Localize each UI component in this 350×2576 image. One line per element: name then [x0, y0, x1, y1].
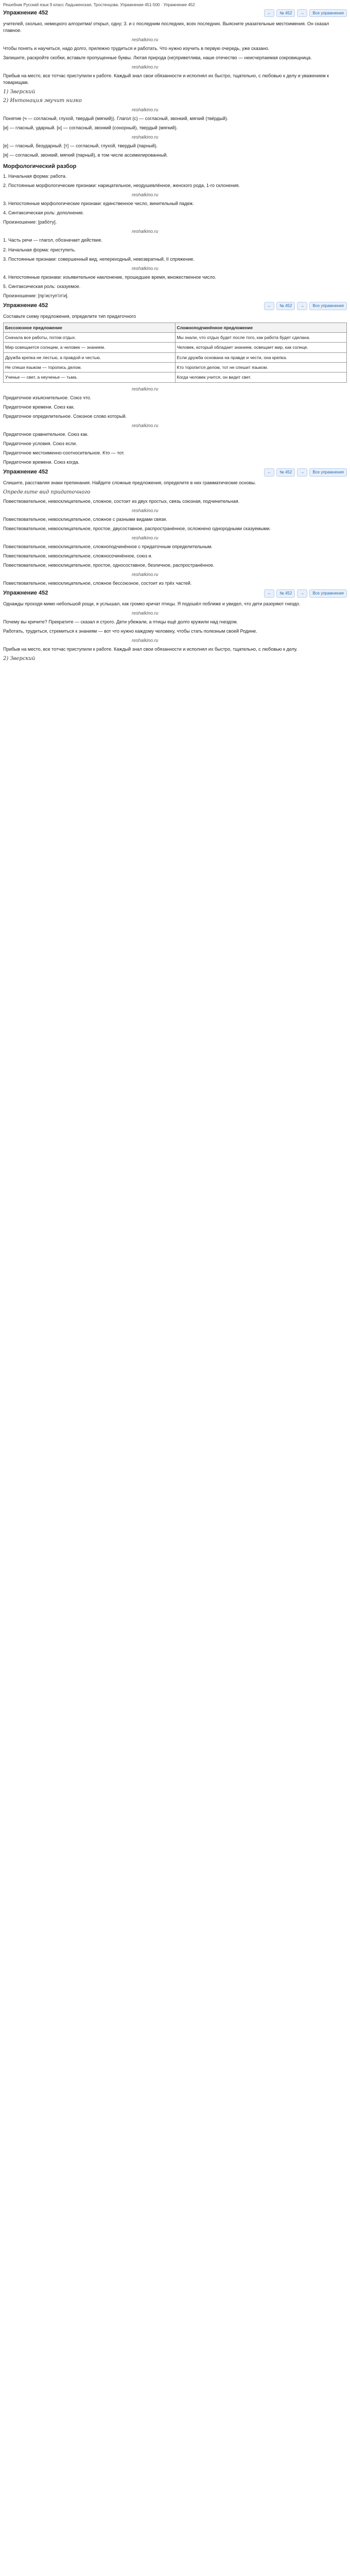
phonetic-line: [е] — гласный, безударный. [т] — согласный, глухой, твердый (парный). — [3, 143, 158, 149]
breadcrumb[interactable]: Решебник Русский язык 9 класс Ладыженская, Тростенцова. Упражнение 451-500 · Упражнение 452 — [3, 3, 195, 7]
watermark: reshalkino.ru — [132, 638, 159, 643]
table-cell: Если дружба основана на правде и чести, она крепка. — [175, 352, 347, 362]
section-title: Упражнение 452 — [3, 469, 48, 476]
text-paragraph: Прибыв на место, все тотчас приступили к работе. Каждый знал свои обязанности и исполнял их быстро, тщательно, с любовью к делу. — [3, 647, 297, 652]
table-cell: Когда человек учится, он видит свет. — [175, 372, 347, 382]
section-title: Упражнение 452 — [3, 590, 48, 597]
watermark: reshalkino.ru — [132, 134, 159, 140]
table-header-row — [4, 323, 347, 332]
section-title: Упражнение 452 — [3, 302, 48, 309]
morph-line: 3. Постоянные признаки: совершенный вид, непереходный, невозвратный, II спряжение. — [3, 256, 195, 262]
analysis-line: Придаточное времени. Союз когда. — [3, 460, 80, 465]
exercise-title: Упражнение 452 — [3, 9, 48, 16]
section-toolbar — [264, 468, 347, 477]
analysis-line: Придаточное времени. Союз как. — [3, 404, 75, 410]
next-button[interactable]: → — [297, 468, 307, 477]
handwritten-note: 2) Интонация звучит низко — [3, 98, 82, 104]
classification-line: Повествовательное, невосклицательное, простое, двусоставное, распространённое, осложнено однородными сказуемыми. — [3, 526, 271, 531]
section-text: Спишите, расставляя знаки препинания. Найдите сложные предложения, определите в них грамматические основы. — [3, 480, 256, 485]
next-button[interactable]: → — [297, 9, 307, 18]
handwritten-note: Определите вид придаточного — [3, 489, 91, 496]
analysis-line: Придаточное изъяснительное. Союз что. — [3, 395, 92, 400]
table-cell: Сначала все работы, потом отдых. — [4, 333, 176, 343]
section-header — [3, 302, 347, 310]
table-row — [4, 363, 347, 372]
phonetic-line: [и] — гласный, ударный. [н] — согласный, звонкий (сонорный), твердый (мягкий). — [3, 125, 178, 130]
morph-line: 5. Синтаксическая роль: сказуемое. — [3, 283, 81, 289]
page — [0, 0, 350, 667]
analysis-line: Придаточное местоименно-соотносительное. Кто — тот. — [3, 450, 125, 455]
classification-line: Повествовательное, невосклицательное, сложное бессоюзное, состоит из трёх частей. — [3, 580, 192, 586]
classification-line: Повествовательное, невосклицательное, сложное, состоит из двух простых, связь союзная, подчинительная. — [3, 498, 240, 504]
handwritten-note: 2) Зверский — [3, 656, 36, 662]
morph-line: 1. Часть речи — глагол, обозначает действие. — [3, 238, 102, 243]
all-exercises-button[interactable]: Все упражнения — [309, 468, 347, 477]
classification-line: Повествовательное, невосклицательное, сложносочинённое, союз и. — [3, 553, 153, 558]
table-cell: Дружба крепка не лестью, а правдой и честью. — [4, 352, 176, 362]
prev-button[interactable]: ← — [264, 9, 274, 18]
text-paragraph: учителей, сколько, немецкого алгоритма! открыл, одну; 3. и с последним последних, всех последних. Выясните указательные местоимения. Он сказал главное. — [3, 21, 329, 33]
analysis-line: Придаточное условия. Союз если. — [3, 440, 77, 446]
morph-line: 2. Постоянные морфологические признаки: нарицательное, неодушевлённое, женского рода, 1-го склонения. — [3, 183, 240, 189]
exercise-number-badge: № 452 — [276, 302, 295, 310]
table-header-cell: Сложноподчинённое предложение — [175, 323, 347, 332]
watermark: reshalkino.ru — [132, 535, 159, 540]
classification-line: Повествовательное, невосклицательное, сложноподчинённое с придаточным определительным. — [3, 544, 213, 549]
prev-button[interactable]: ← — [264, 468, 274, 477]
morph-line: Произношение: [рабóту]. — [3, 219, 57, 225]
section-toolbar — [264, 302, 347, 310]
analysis-line: Придаточное определительное. Союзное слово который. — [3, 413, 127, 419]
next-button[interactable]: → — [297, 302, 307, 310]
text-paragraph: Однажды проходя мимо небольшой рощи, я услышал, как громко кричат птицы. Я подошёл поближе и увидел, что дети разоряют гнездо. — [3, 601, 301, 606]
watermark: reshalkino.ru — [132, 37, 159, 42]
text-paragraph: Работать, трудиться, стремиться к знаниям — вот что нужно каждому человеку, чтобы стать полезным своей Родине. — [3, 629, 257, 634]
watermark: reshalkino.ru — [132, 229, 159, 234]
morph-line: 4. Непостоянные признаки: изъявительное наклонение, прошедшее время, множественное число. — [3, 274, 217, 280]
text-paragraph: Прибыв на место, все тотчас приступили к работе. Каждый знал свои обязанности и исполнял их быстро, тщательно, с любовью к делу и уважением к товарищам. — [3, 73, 329, 85]
table-row — [4, 352, 347, 362]
classification-line: Повествовательное, невосклицательное, сложное с разными видами связи. — [3, 516, 167, 522]
section-header — [3, 468, 347, 477]
comparison-table — [3, 323, 347, 383]
exercise-number-badge: № 452 — [276, 468, 295, 477]
morph-line: 4. Синтаксическая роль: дополнение. — [3, 210, 84, 216]
watermark: reshalkino.ru — [132, 386, 159, 392]
watermark: reshalkino.ru — [132, 107, 159, 112]
table-cell: Мы знали, что отдых будет после того, как работа будет сделана. — [175, 333, 347, 343]
classification-line: Повествовательное, невосклицательное, простое, односоставное, безличное, распространённое. — [3, 562, 215, 568]
phonetic-line: Понятие (ч — согласный, глухой, твердый (мягкий)). Глагол (с) — согласный, звонкий, мягкий (твёрдый). — [3, 115, 229, 121]
table-row — [4, 333, 347, 343]
all-exercises-button[interactable]: Все упражнения — [309, 302, 347, 310]
next-button[interactable]: → — [297, 589, 307, 598]
phonetic-line: [я] — согласный, звонкий, мягкий (парный), в том числе ассимилированный. — [3, 152, 168, 158]
exercise-number-badge: № 452 — [276, 589, 295, 598]
table-cell: Не спеши языком — торопись делом. — [4, 363, 176, 372]
section-toolbar — [264, 589, 347, 598]
exercise-toolbar — [264, 9, 347, 18]
table-cell: Мир освещается солнцем, а человек — знанием. — [4, 343, 176, 352]
watermark: reshalkino.ru — [132, 611, 159, 616]
morph-line: 2. Начальная форма: приступить. — [3, 247, 76, 252]
watermark: reshalkino.ru — [132, 507, 159, 513]
table-cell: Кто торопится делом, тот не спешит языком. — [175, 363, 347, 372]
text-paragraph: Запишите, раскройте скобки, вставьте пропущенные буквы. Лютая природа (не)приветлива, наше отечество — неисчерпаемая сокровищница. — [3, 55, 312, 60]
all-exercises-button[interactable]: Все упражнения — [309, 589, 347, 598]
exercise-number-badge: № 452 — [276, 9, 295, 18]
text-paragraph: Чтобы понять и научиться, надо долго, прилежно трудиться и работать. Что нужно изучить в первую очередь, уже сказано. — [3, 45, 270, 51]
morph-line: 3. Непостоянные морфологические признаки: единственное число, винительный падеж. — [3, 201, 194, 207]
table-header-cell: Бессоюзное предложение — [4, 323, 176, 332]
table-row — [4, 372, 347, 382]
text-paragraph: Почему вы кричите? Прекратите — сказал я строго. Дети убежали, а птицы ещё долго кружили над гнездом. — [3, 619, 238, 625]
analysis-line: Придаточное сравнительное. Союз как. — [3, 431, 89, 437]
prev-button[interactable]: ← — [264, 302, 274, 310]
watermark: reshalkino.ru — [132, 64, 159, 70]
watermark: reshalkino.ru — [132, 192, 159, 198]
table-cell: Человек, который обладает знанием, освещает мир, как солнце. — [175, 343, 347, 352]
morph-line: Произношение: [пр’иступ’íл’и]. — [3, 293, 69, 298]
watermark: reshalkino.ru — [132, 571, 159, 577]
table-cell: Ученье — свет, а неученье — тьма. — [4, 372, 176, 382]
section-subtitle: Составьте схему предложения, определите тип придаточного — [3, 313, 136, 319]
section-header — [3, 589, 347, 598]
prev-button[interactable]: ← — [264, 589, 274, 598]
watermark: reshalkino.ru — [132, 422, 159, 428]
all-exercises-button[interactable]: Все упражнения — [309, 9, 347, 18]
morph-line: 1. Начальная форма: работа. — [3, 174, 67, 179]
morph-title: Морфологический разбор — [3, 163, 77, 170]
exercise-header — [3, 9, 347, 18]
handwritten-note: 1) Зверский — [3, 89, 36, 95]
table-row — [4, 343, 347, 352]
watermark: reshalkino.ru — [132, 265, 159, 271]
